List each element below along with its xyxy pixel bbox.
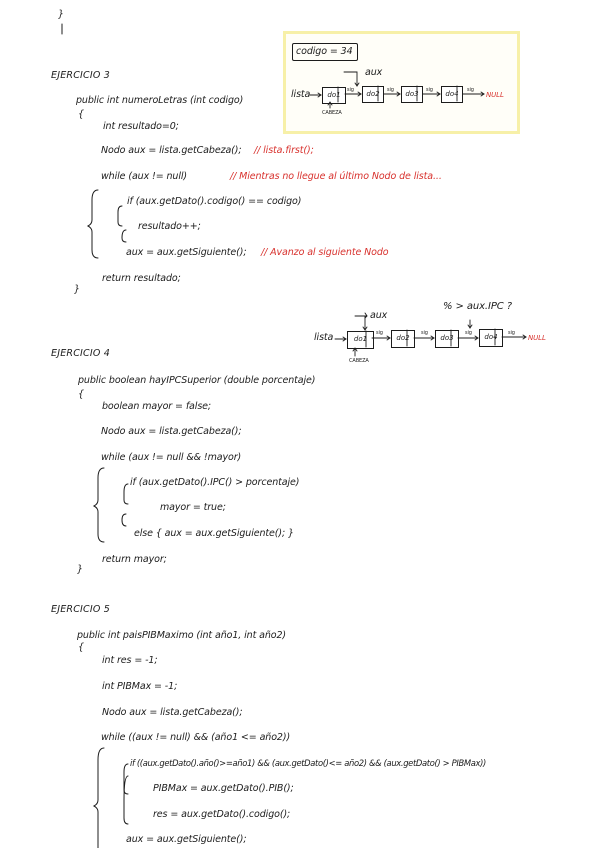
lista-label: lista <box>291 89 311 100</box>
ex4-null-label: NULL <box>528 334 546 342</box>
ex4-code-line: { <box>78 389 84 400</box>
ex4-code-line: Nodo aux = lista.getCabeza(); <box>101 426 242 437</box>
ex5-code-line: Nodo aux = lista.getCabeza(); <box>102 707 243 718</box>
list-node: do4 <box>441 86 463 103</box>
ex3-code-line: while (aux != null) <box>101 171 188 182</box>
link-label: sig <box>421 330 428 336</box>
ex3-code-line: int resultado=0; <box>103 121 179 132</box>
ex4-cabeza-label: CABEZA <box>349 358 369 364</box>
list-node: do1 <box>347 331 374 349</box>
link-label: sig <box>387 87 394 93</box>
list-node: do1 <box>322 87 346 104</box>
ex5-code-line: aux = aux.getSiguiente(); <box>126 834 247 845</box>
ex3-heading: EJERCICIO 3 <box>51 70 111 81</box>
ex3-code-line: resultado++; <box>138 221 201 232</box>
ex5-code-line: int PIBMax = -1; <box>102 681 178 692</box>
ex3-comment: // Mientras no llegue al último Nodo de lista... <box>230 171 442 182</box>
ex5-code-line: res = aux.getDato().codigo(); <box>153 809 291 820</box>
link-label: sig <box>347 87 354 93</box>
ex5-code-line: if ((aux.getDato().año()>=año1) && (aux.getDato()<= año2) && (aux.getDato() > PIBMax)) <box>130 758 486 768</box>
top-closing-brace: } <box>58 9 64 20</box>
link-label: sig <box>465 330 472 336</box>
list-node: do3 <box>401 86 423 103</box>
link-label: sig <box>376 330 383 336</box>
ex4-code-line: mayor = true; <box>160 502 226 513</box>
ex3-comment: // Avanzo al siguiente Nodo <box>261 247 389 258</box>
ex5-heading: EJERCICIO 5 <box>51 604 111 615</box>
link-label: sig <box>426 87 433 93</box>
list-node: do3 <box>435 330 459 348</box>
ex3-comment: // lista.first(); <box>254 145 314 156</box>
aux-label: aux <box>365 67 383 78</box>
ex4-code-line: else { aux = aux.getSiguiente(); } <box>134 528 294 539</box>
ex3-code-line: return resultado; <box>102 273 181 284</box>
ex4-code-line: boolean mayor = false; <box>102 401 212 412</box>
list-node: do2 <box>391 330 415 348</box>
ex4-code-line: public boolean hayIPCSuperior (double porcentaje) <box>78 375 316 386</box>
list-node: do4 <box>479 329 503 347</box>
link-label: sig <box>508 330 515 336</box>
ex3-code-line: { <box>78 109 84 120</box>
list-node: do2 <box>362 86 384 103</box>
ex4-question: % > aux.IPC ? <box>443 301 512 312</box>
ex4-heading: EJERCICIO 4 <box>51 348 111 359</box>
ex5-code-line: { <box>78 642 84 653</box>
ex3-code-line: } <box>74 284 80 295</box>
cabeza-label: CABEZA <box>322 110 342 116</box>
null-label: NULL <box>486 91 504 99</box>
ex4-aux-label: aux <box>370 310 388 321</box>
ex3-code-line: public int numeroLetras (int codigo) <box>76 95 244 106</box>
ex4-code-line: while (aux != null && !mayor) <box>101 452 242 463</box>
ex3-code-line: Nodo aux = lista.getCabeza(); <box>101 145 242 156</box>
ex5-code-line: while ((aux != null) && (año1 <= año2)) <box>101 732 291 743</box>
ex5-code-line: int res = -1; <box>102 655 158 666</box>
ex3-code-line: if (aux.getDato().codigo() == codigo) <box>127 196 302 207</box>
codigo-label: codigo = 34 <box>296 46 353 57</box>
ex4-code-line: } <box>77 564 83 575</box>
ex5-code-line: public int paisPIBMaximo (int año1, int año2) <box>77 630 287 641</box>
ex4-code-line: return mayor; <box>102 554 167 565</box>
ex3-code-line: aux = aux.getSiguiente(); <box>126 247 247 258</box>
ex5-code-line: PIBMax = aux.getDato().PIB(); <box>153 783 294 794</box>
ex4-lista-label: lista <box>314 332 334 343</box>
link-label: sig <box>467 87 474 93</box>
ex4-code-line: if (aux.getDato().IPC() > porcentaje) <box>130 477 300 488</box>
